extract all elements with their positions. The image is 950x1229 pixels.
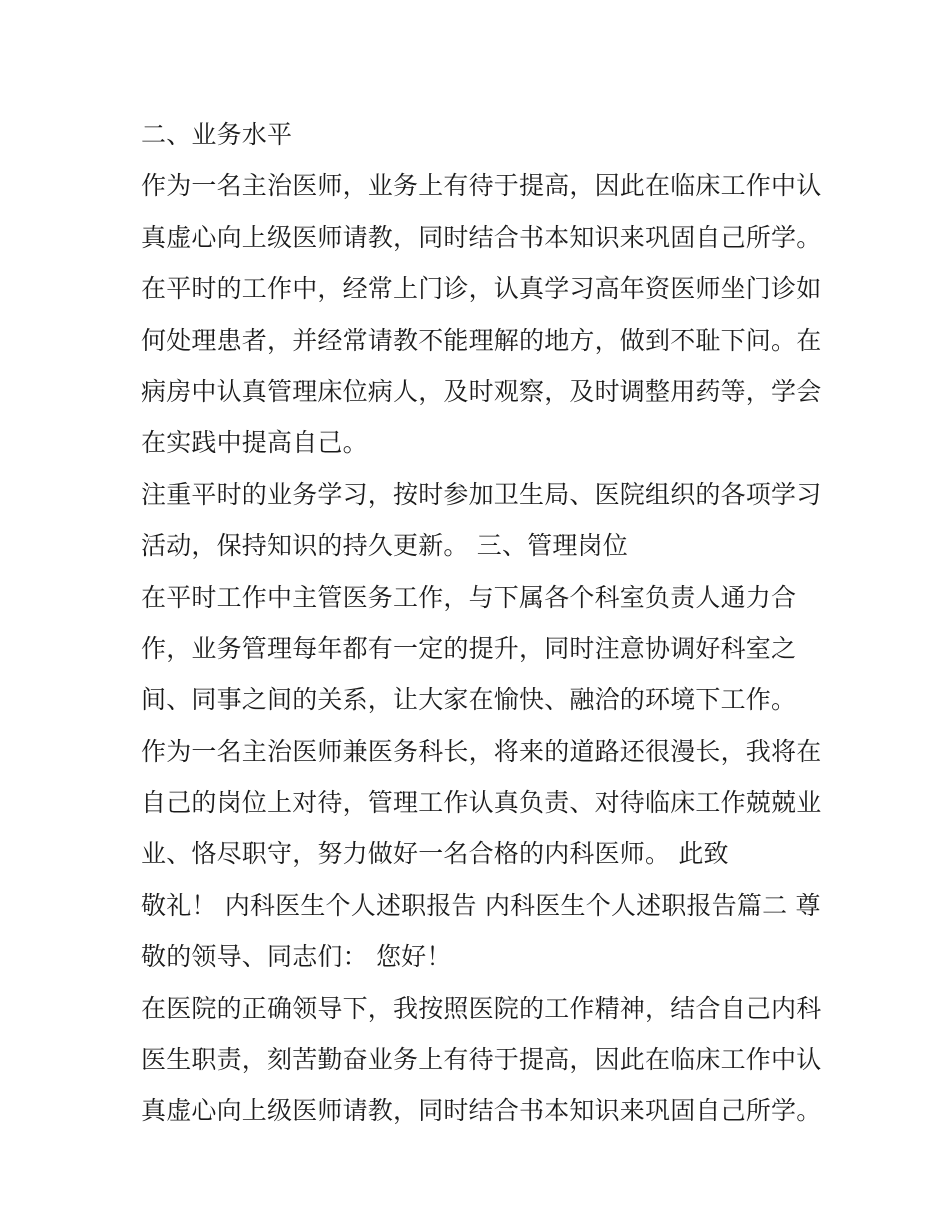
text-line: 在实践中提高自己。 bbox=[141, 428, 368, 458]
section-heading: 二、业务水平 bbox=[141, 120, 293, 149]
text-line: 作，业务管理每年都有一定的提升，同时注意协调好科室之 bbox=[141, 633, 797, 663]
text-line: 注重平时的业务学习，按时参加卫生局、医院组织的各项学习 bbox=[141, 479, 822, 509]
text-line: 敬礼！ 内科医生个人述职报告 内科医生个人述职报告篇二 尊 bbox=[141, 890, 821, 920]
text-line: 病房中认真管理床位病人，及时观察，及时调整用药等，学会 bbox=[141, 376, 822, 406]
body-text bbox=[141, 109, 831, 1137]
text-line: 作为一名主治医师，业务上有待于提高，因此在临床工作中认 bbox=[141, 171, 822, 201]
text-line: 在平时的工作中，经常上门诊，认真学习高年资医师坐门诊如 bbox=[141, 274, 822, 304]
text-line: 间、同事之间的关系，让大家在愉快、融洽的环境下工作。 bbox=[141, 685, 797, 715]
text-line: 真虚心向上级医师请教，同时结合书本知识来巩固自己所学。 bbox=[141, 222, 822, 252]
text-line: 何处理患者，并经常请教不能理解的地方，做到不耻下问。在 bbox=[141, 325, 822, 355]
text-line: 在平时工作中主管医务工作，与下属各个科室负责人通力合 bbox=[141, 582, 797, 612]
text-line: 在医院的正确领导下，我按照医院的工作精神，结合自己内科 bbox=[141, 993, 822, 1023]
text-line: 医生职责，刻苦勤奋业务上有待于提高，因此在临床工作中认 bbox=[141, 1045, 822, 1075]
text-line: 活动，保持知识的持久更新。 三、管理岗位 bbox=[141, 531, 628, 561]
text-line: 业、恪尽职守，努力做好一名合格的内科医师。 此致 bbox=[141, 839, 729, 869]
text-line: 作为一名主治医师兼医务科长，将来的道路还很漫长，我将在 bbox=[141, 736, 822, 766]
text-line: 真虚心向上级医师请教，同时结合书本知识来巩固自己所学。 bbox=[141, 1096, 822, 1126]
text-line: 敬的领导、同志们： 您好！ bbox=[141, 942, 452, 972]
text-line: 自己的岗位上对待，管理工作认真负责、对待临床工作兢兢业 bbox=[141, 788, 822, 818]
